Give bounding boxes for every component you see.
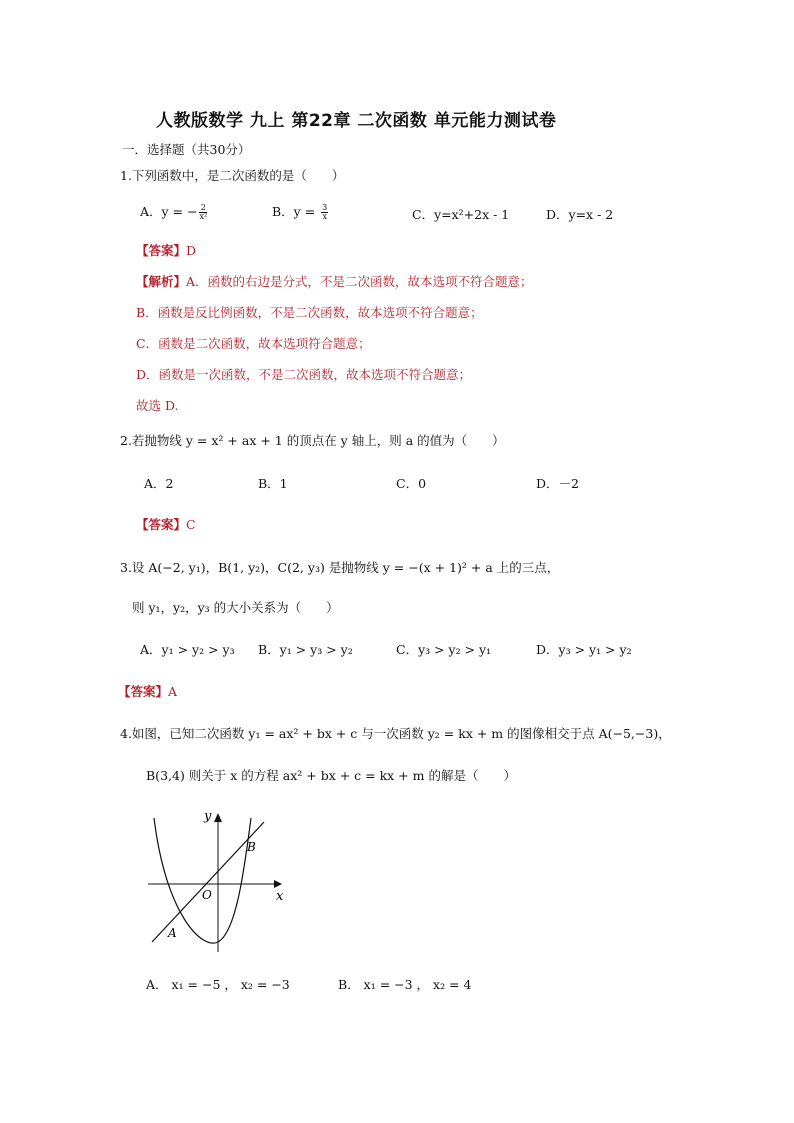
q3-option-b[interactable]: B．y₁ > y₃ > y₂ [258,642,353,657]
q3-answer-value: A [168,684,178,699]
q1-answer-value: D [186,243,197,258]
q1-option-b-denominator: x [322,212,327,221]
q2-option-b[interactable]: B．1 [258,476,288,491]
q2-option-a[interactable]: A．2 [144,476,174,491]
question-4-stem-line-1: 4.如图，已知二次函数 y₁ = ax² + bx + c 与一次函数 y₂ = kx + m 的图像相交于点 A(−5,−3)， [120,726,671,741]
q1-answer [136,241,196,259]
q1-analysis-line-2: B．函数是反比例函数，不是二次函数，故本选项不符合题意； [136,305,483,320]
q1-option-b[interactable] [272,202,328,221]
q1-analysis-line-4: D．函数是一次函数，不是二次函数，故本选项不符合题意； [136,367,472,382]
q2-answer [136,515,196,533]
q4-figure [140,800,300,960]
q1-analysis-line-1 [136,272,533,290]
q1-option-a-fraction [199,204,207,221]
q2-answer-tag: 【答案】 [136,517,187,532]
q1-analysis-text-1: A．函数的右边是分式，不是二次函数，故本选项不符合题意； [186,274,533,289]
section-heading: 一．选择题（共30分） [122,142,251,157]
figure-label-b: B [247,840,256,854]
figure-label-x: x [276,889,284,904]
q1-analysis-tag: 【解析】 [136,274,187,289]
question-3-stem-line-2: 则 y₁，y₂，y₃ 的大小关系为（ ） [132,600,339,615]
q1-option-d[interactable]: D．y=x - 2 [546,207,614,222]
q4-option-a[interactable]: A． x₁ = −5 ， x₂ = −3 [146,977,290,992]
q1-option-a[interactable] [140,202,207,221]
figure-label-a: A [168,926,177,940]
y-axis-arrow-icon [214,813,222,822]
q4-option-b[interactable]: B． x₁ = −3 ， x₂ = 4 [338,977,472,992]
q1-option-c[interactable]: C．y=x²+2x - 1 [412,207,510,222]
x-axis-arrow-icon [274,880,282,888]
figure-label-origin: O [202,888,212,902]
q1-option-a-prefix: A．y = − [140,204,198,219]
q3-option-c[interactable]: C．y₃ > y₂ > y₁ [396,642,492,657]
q1-option-a-numerator: 2 [200,203,206,212]
q1-option-a-denominator: x² [199,212,208,221]
q1-conclusion: 故选 D. [136,398,179,413]
figure-label-y: y [204,809,212,824]
page-title: 人教版数学 九上 第22章 二次函数 单元能力测试卷 [156,111,557,131]
q1-option-b-fraction [321,204,328,221]
q2-option-c[interactable]: C．0 [396,476,427,491]
question-4-stem-line-2: B(3,4) 则关于 x 的方程 ax² + bx + c = kx + m 的解是（ ） [146,768,516,783]
q1-answer-tag: 【答案】 [136,243,187,258]
question-2-stem: 2.若抛物线 y = x² + ax + 1 的顶点在 y 轴上，则 a 的值为（ ） [120,433,505,448]
q1-option-b-numerator: 3 [322,203,328,212]
q1-option-b-prefix: B．y = [272,204,320,219]
q3-option-d[interactable]: D．y₃ > y₁ > y₂ [536,642,632,657]
q3-option-a[interactable]: A．y₁ > y₂ > y₃ [140,642,235,657]
q3-answer [118,682,177,700]
question-1-stem: 1.下列函数中，是二次函数的是（ ） [120,168,345,183]
q2-option-d[interactable]: D．－2 [536,476,579,491]
q1-analysis-line-3: C．函数是二次函数，故本选项符合题意； [136,336,371,351]
q3-answer-tag: 【答案】 [118,684,169,699]
question-3-stem-line-1: 3.设 A(−2, y₁)，B(1, y₂)，C(2, y₃) 是抛物线 y = −(x + 1)² + a 上的三点， [120,560,560,575]
q2-answer-value: C [186,517,196,532]
